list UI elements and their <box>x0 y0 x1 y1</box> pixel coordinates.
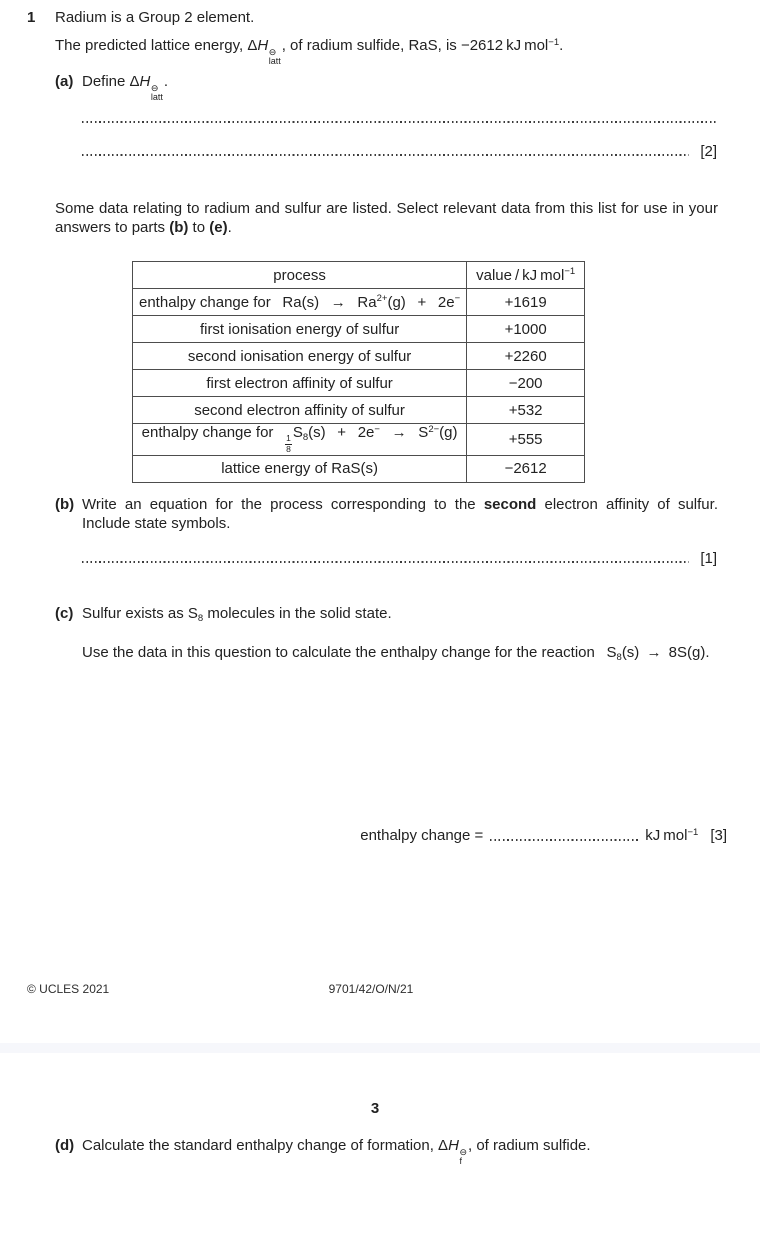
table-row <box>133 397 585 424</box>
data-list-paragraph: Some data relating to radium and sulfur are listed. Select relevant data from this list for use in your answers to parts (b) to (e). <box>55 200 718 236</box>
part-a-label: (a) <box>55 73 74 90</box>
lattice-energy-paragraph: The predicted lattice energy, ΔH ⊖ latt , of radium sulfide, RaS, is −2612 kJ mol$^{-1}$. <box>55 36 564 66</box>
units-label: kJ mol$^{-1}$ <box>645 826 699 844</box>
table-header-value: value / kJ mol$^{-1}$ <box>467 262 585 289</box>
part-d-label: (d) <box>55 1137 75 1154</box>
dotted-answer-line <box>82 561 689 563</box>
standard-symbol-subscript-stack: ⊖ latt <box>150 82 163 102</box>
fraction: $\frac{1}{8}$ <box>286 433 291 454</box>
question-1-row <box>27 8 717 27</box>
process-cell: first electron affinity of sulfur <box>133 370 467 397</box>
process-cell: enthalpy change for $\frac{1}{8}$ $S_8(s)$ + 2e− → $S^{2-}(g)$ <box>133 424 467 456</box>
table-row <box>133 455 585 482</box>
dotted-answer-line <box>82 121 717 123</box>
process-cell: first ionisation energy of sulfur <box>133 316 467 343</box>
value-cell: +532 <box>467 397 585 424</box>
table-header-row <box>133 262 585 289</box>
process-cell: second ionisation energy of sulfur <box>133 343 467 370</box>
part-d-text: Calculate the standard enthalpy change of formation, ΔH ⊖ f , of radium sulfide. <box>82 1137 591 1166</box>
marks-part-c: [3] <box>710 827 727 844</box>
question-number: 1 <box>27 9 36 26</box>
table-row <box>133 316 585 343</box>
value-cell: −200 <box>467 370 585 397</box>
data-table <box>132 261 585 483</box>
part-d-row <box>55 1136 718 1166</box>
answer-line-a2 <box>82 142 717 159</box>
page-separator-band <box>0 1043 760 1053</box>
answer-line-a1 <box>82 109 717 126</box>
part-b-text: Write an equation for the process corresponding to the second electron affinity of sulfur. Include state symbols. <box>82 496 718 532</box>
dotted-answer-line <box>82 154 689 156</box>
table-row <box>133 370 585 397</box>
standard-symbol-subscript-stack: ⊖ latt <box>268 46 281 66</box>
part-b-label: (b) <box>55 496 75 513</box>
table-header-process: process <box>133 262 467 289</box>
page-2-number: 3 <box>370 1100 380 1117</box>
value-cell: −2612 <box>467 455 585 482</box>
table-row <box>133 424 585 456</box>
part-b-row <box>55 495 718 533</box>
enthalpy-answer-row <box>82 824 727 844</box>
value-cell: +1000 <box>467 316 585 343</box>
process-cell: second electron affinity of sulfur <box>133 397 467 424</box>
part-c-text-line1: Sulfur exists as $S_8$ molecules in the solid state. <box>82 605 392 624</box>
marks-part-b: [1] <box>700 550 717 567</box>
part-a-text: Define ΔH ⊖ latt . <box>82 73 169 102</box>
table-row <box>133 289 585 316</box>
footer-copyright: © UCLES 2021 <box>27 982 110 996</box>
value-cell: +2260 <box>467 343 585 370</box>
dotted-answer-space <box>490 839 638 841</box>
table-row <box>133 343 585 370</box>
part-c-text-line2: Use the data in this question to calculate the enthalpy change for the reaction $S_8(s) \to 8S(g)$. <box>82 644 710 663</box>
part-c-row <box>55 604 718 623</box>
value-cell: +1619 <box>467 289 585 316</box>
page-footer <box>0 982 760 998</box>
footer-paper-code: 9701/42/O/N/21 <box>328 982 414 996</box>
part-c-label: (c) <box>55 605 74 622</box>
standard-symbol-subscript-stack: ⊖ f <box>459 1146 467 1166</box>
process-cell: enthalpy change for Ra(s) → $Ra^{2+}(g)$ + 2e− <box>133 289 467 316</box>
enthalpy-answer-label: enthalpy change = <box>360 827 484 844</box>
value-cell: +555 <box>467 424 585 456</box>
process-cell: lattice energy of RaS(s) <box>133 455 467 482</box>
answer-line-b <box>82 549 717 566</box>
marks-part-a: [2] <box>700 143 717 160</box>
question-intro: Radium is a Group 2 element. <box>55 9 255 26</box>
part-a-row <box>55 72 717 102</box>
